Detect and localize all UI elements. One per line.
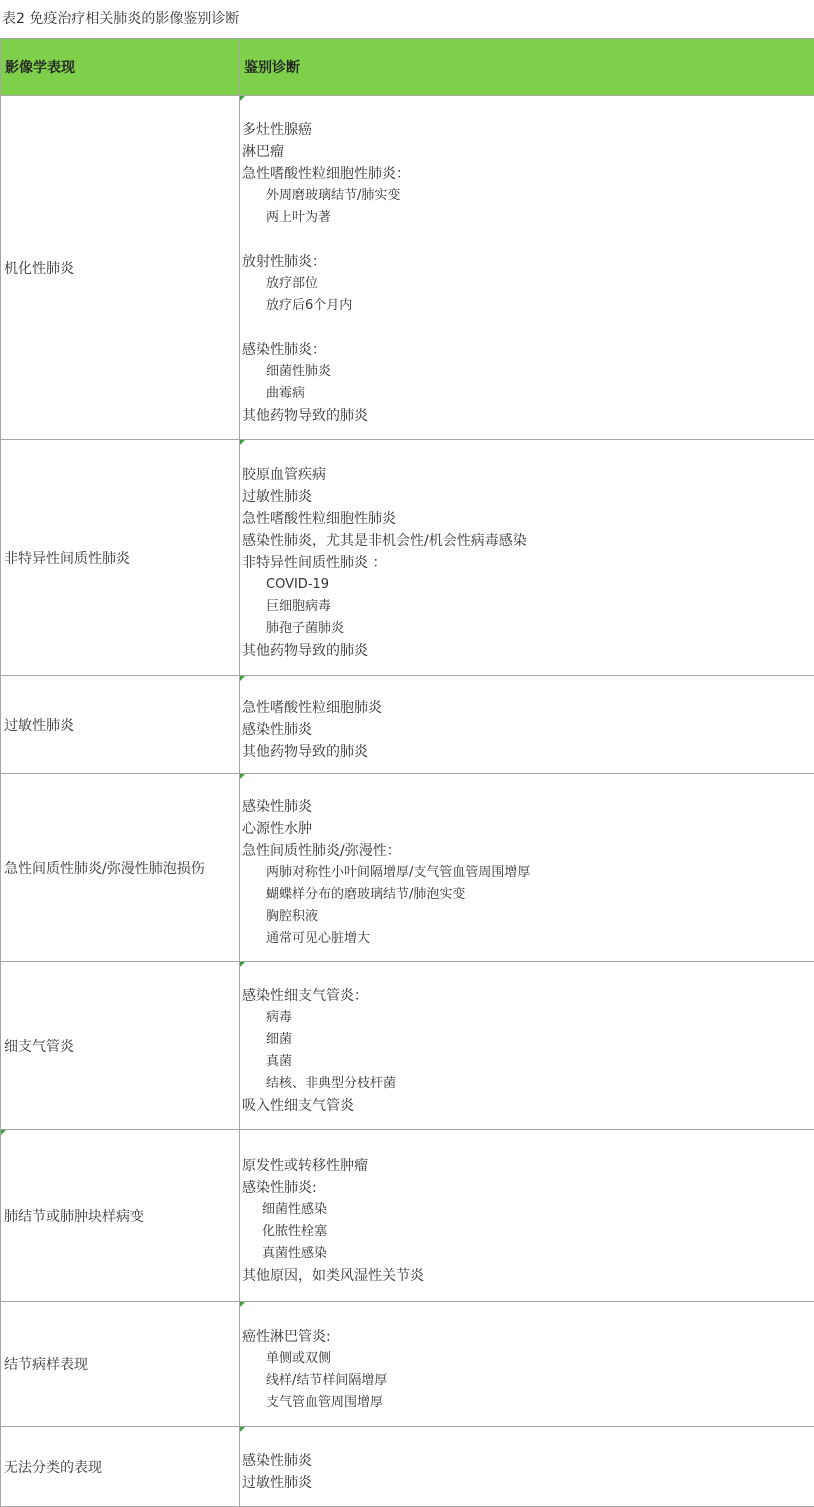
diagnosis-line: 感染性肺炎：	[242, 339, 814, 361]
header-differential-diagnosis: 鉴别诊断	[240, 39, 814, 96]
table-row	[1, 1427, 814, 1507]
finding-label: 机化性肺炎	[4, 261, 74, 277]
diagnosis-subline: 细菌性感染	[242, 1199, 814, 1221]
diagnosis-line: 急性嗜酸性粒细胞性肺炎：	[242, 163, 814, 185]
diagnosis-subline: 两肺对称性小叶间隔增厚/支气管血管周围增厚	[242, 862, 814, 884]
cell-marker	[240, 962, 245, 967]
header-imaging-findings: 影像学表现	[1, 39, 240, 96]
diagnosis-line: 吸入性细支气管炎	[242, 1095, 814, 1117]
diagnosis-line: 感染性肺炎	[242, 1450, 814, 1472]
cell-marker	[240, 774, 245, 779]
diagnosis-subline: 细菌	[242, 1029, 814, 1051]
diagnosis-subline: 化脓性栓塞	[242, 1221, 814, 1243]
diagnosis-subline: 蝴蝶样分布的磨玻璃结节/肺泡实变	[242, 884, 814, 906]
table-row	[1, 1130, 814, 1302]
diagnosis-subline: 肺孢子菌肺炎	[242, 618, 814, 640]
differential-diagnosis-table	[0, 38, 814, 1507]
diagnosis-subline: 细菌性肺炎	[242, 361, 814, 383]
diagnosis-subline: COVID-19	[242, 574, 814, 596]
table-row	[1, 96, 814, 440]
finding-cell	[1, 1427, 240, 1507]
finding-cell	[1, 440, 240, 676]
finding-label: 非特异性间质性肺炎	[4, 551, 130, 567]
finding-cell	[1, 962, 240, 1130]
diagnosis-subline: 曲霉病	[242, 383, 814, 405]
finding-cell	[1, 1130, 240, 1302]
cell-marker	[1, 1130, 6, 1135]
diagnosis-line: 急性间质性肺炎/弥漫性：	[242, 840, 814, 862]
diagnosis-line: 心源性水肿	[242, 818, 814, 840]
finding-label: 无法分类的表现	[4, 1460, 102, 1476]
diagnosis-cell	[240, 440, 814, 676]
diagnosis-line: 感染性细支气管炎：	[242, 985, 814, 1007]
cell-marker	[240, 676, 245, 681]
diagnosis-cell	[240, 676, 814, 774]
diagnosis-subline: 巨细胞病毒	[242, 596, 814, 618]
finding-label: 结节病样表现	[4, 1357, 88, 1373]
table-row	[1, 774, 814, 962]
diagnosis-cell	[240, 1302, 814, 1427]
diagnosis-line: 原发性或转移性肿瘤	[242, 1155, 814, 1177]
diagnosis-line: 胶原血管疾病	[242, 464, 814, 486]
diagnosis-subline: 真菌性感染	[242, 1243, 814, 1265]
diagnosis-subline: 放疗部位	[242, 273, 814, 295]
cell-marker	[240, 1302, 245, 1307]
diagnosis-line: 感染性肺炎	[242, 719, 814, 741]
diagnosis-subline: 通常可见心脏增大	[242, 928, 814, 950]
diagnosis-line: 其他药物导致的肺炎	[242, 741, 814, 763]
diagnosis-subline: 放疗后6个月内	[242, 295, 814, 317]
cell-marker	[240, 440, 245, 445]
diagnosis-line: 急性嗜酸性粒细胞肺炎	[242, 697, 814, 719]
table-row	[1, 676, 814, 774]
table-row	[1, 440, 814, 676]
diagnosis-line: 其他药物导致的肺炎	[242, 405, 814, 427]
diagnosis-subline: 外周磨玻璃结节/肺实变	[242, 185, 814, 207]
diagnosis-line: 其他原因，如类风湿性关节炎	[242, 1265, 814, 1287]
diagnosis-line: 过敏性肺炎	[242, 486, 814, 508]
diagnosis-blank-line	[242, 229, 814, 251]
diagnosis-line: 感染性肺炎	[242, 796, 814, 818]
diagnosis-line: 急性嗜酸性粒细胞性肺炎	[242, 508, 814, 530]
diagnosis-line: 非特异性间质性肺炎 ：	[242, 552, 814, 574]
finding-label: 过敏性肺炎	[4, 718, 74, 734]
diagnosis-line: 癌性淋巴管炎:	[242, 1326, 814, 1348]
finding-label: 急性间质性肺炎/弥漫性肺泡损伤	[4, 861, 205, 877]
diagnosis-cell	[240, 962, 814, 1130]
diagnosis-subline: 支气管血管周围增厚	[242, 1392, 814, 1414]
diagnosis-cell	[240, 774, 814, 962]
finding-label: 细支气管炎	[4, 1039, 74, 1055]
diagnosis-line: 多灶性腺癌	[242, 119, 814, 141]
diagnosis-cell	[240, 1427, 814, 1507]
finding-cell	[1, 774, 240, 962]
diagnosis-cell	[240, 1130, 814, 1302]
finding-cell	[1, 1302, 240, 1427]
table-row	[1, 1302, 814, 1427]
table-header-row	[1, 39, 814, 96]
diagnosis-line: 放射性肺炎：	[242, 251, 814, 273]
diagnosis-cell	[240, 96, 814, 440]
diagnosis-subline: 结核、非典型分枝杆菌	[242, 1073, 814, 1095]
finding-cell	[1, 96, 240, 440]
finding-cell	[1, 676, 240, 774]
diagnosis-line: 淋巴瘤	[242, 141, 814, 163]
diagnosis-subline: 单侧或双侧	[242, 1348, 814, 1370]
diagnosis-subline: 真菌	[242, 1051, 814, 1073]
cell-marker	[240, 96, 245, 101]
finding-label: 肺结节或肺肿块样病变	[4, 1209, 144, 1225]
diagnosis-blank-line	[242, 317, 814, 339]
diagnosis-line: 感染性肺炎:	[242, 1177, 814, 1199]
diagnosis-line: 其他药物导致的肺炎	[242, 640, 814, 662]
table-row	[1, 962, 814, 1130]
diagnosis-subline: 胸腔积液	[242, 906, 814, 928]
diagnosis-subline: 病毒	[242, 1007, 814, 1029]
cell-marker	[240, 1427, 245, 1432]
diagnosis-subline: 两上叶为著	[242, 207, 814, 229]
diagnosis-line: 感染性肺炎，尤其是非机会性/机会性病毒感染	[242, 530, 814, 552]
table-caption: 表2 免疫治疗相关肺炎的影像鉴别诊断	[2, 9, 239, 29]
diagnosis-subline: 线样/结节样间隔增厚	[242, 1370, 814, 1392]
diagnosis-line: 过敏性肺炎	[242, 1472, 814, 1494]
